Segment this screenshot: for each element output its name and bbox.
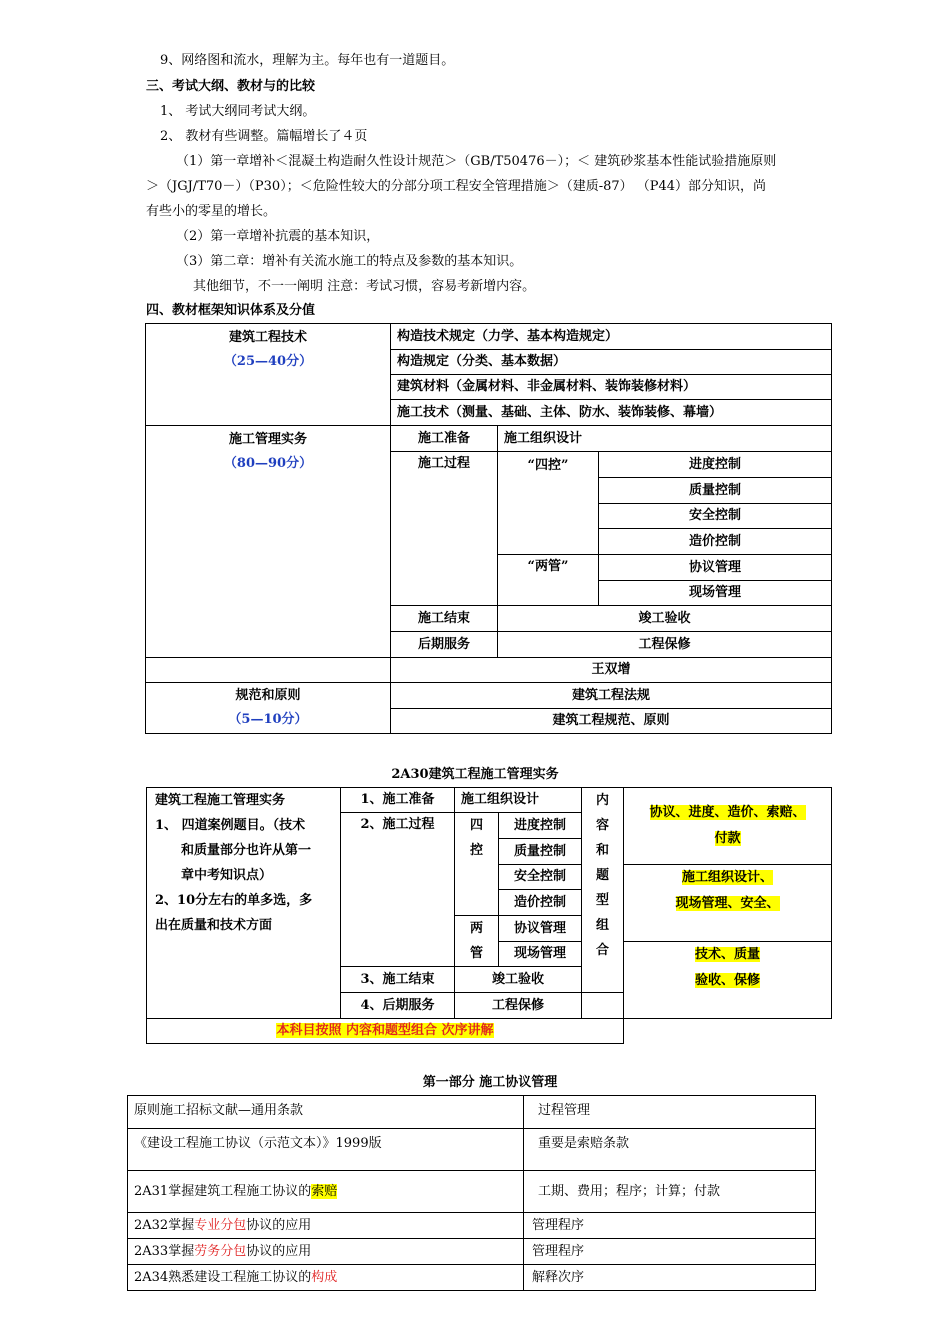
vertical-label-cell	[582, 788, 624, 993]
group-1-line: 付款	[714, 831, 741, 846]
practice-left-line: 出在质量和技术方面	[155, 918, 273, 933]
practice-footer-text: 本科目按照 内容和题型组合 次序讲解	[276, 1023, 494, 1038]
tech-cell	[146, 324, 391, 426]
tech-row: 建筑材料（金属材料、非金属材料、装饰装修材料）	[391, 375, 832, 400]
vertical-char: 管	[469, 946, 483, 961]
intro-item-9: 9、网络图和流水，理解为主。每年也有一道题目。	[160, 53, 455, 68]
group-2-line: 现场管理、安全、	[675, 896, 780, 911]
group-2-cell	[624, 865, 832, 942]
red-term: 劳务分包	[194, 1243, 247, 1259]
section-4-title: 四、教材框架知识体系及分值	[146, 303, 316, 318]
norm-score: （5—10分）	[228, 712, 308, 727]
norm-title: 规范和原则	[235, 688, 301, 703]
group-3-cell	[624, 942, 832, 1019]
stage-3-label: 3、施工结束	[341, 967, 455, 993]
stage-3-value: 竣工验收	[455, 967, 582, 993]
contract-row-text: 2A31掌握建筑工程施工协议的	[134, 1183, 312, 1199]
vertical-char: 控	[469, 843, 483, 858]
contract-row-left: 《建设工程施工协议（示范文本）》1999版	[128, 1129, 524, 1171]
group-3-line: 技术、质量	[695, 947, 761, 962]
contract-row-left	[128, 1265, 524, 1291]
red-term: 专业分包	[194, 1217, 247, 1233]
norm-row: 建筑工程法规	[391, 683, 832, 709]
vertical-char: 容	[596, 818, 610, 833]
contract-row-text: 协议的应用	[246, 1217, 312, 1233]
four-control-item: 造价控制	[599, 529, 832, 555]
two-management-item: 现场管理	[499, 942, 582, 967]
practice-footer	[147, 1019, 624, 1044]
mgmt-score: （80—90分）	[223, 456, 313, 471]
claim-highlight: 索赔	[311, 1183, 338, 1199]
section-3-title: 三、考试大纲、教材与的比较	[146, 79, 316, 94]
contract-row-right: 过程管理	[524, 1096, 816, 1129]
contract-table	[127, 1095, 816, 1291]
service-value: 工程保修	[498, 632, 832, 658]
vertical-char: 两	[469, 921, 483, 936]
vertical-char: 型	[596, 893, 610, 908]
table2-caption: 2A30建筑工程施工管理实务	[391, 767, 559, 782]
author-name: 王双增	[391, 658, 832, 683]
contract-row-left	[128, 1239, 524, 1265]
four-control-item: 质量控制	[599, 478, 832, 504]
two-management-vertical	[455, 916, 499, 967]
contract-row-right: 解释次序	[524, 1265, 816, 1291]
four-control-item: 进度控制	[599, 452, 832, 478]
contract-row-right: 重要是索赔条款	[524, 1129, 816, 1171]
contract-row-left	[128, 1213, 524, 1239]
norm-cell	[146, 683, 391, 734]
framework-table	[145, 323, 832, 734]
practice-left-cell	[147, 788, 341, 1019]
practice-table	[146, 787, 832, 1044]
practice-left-line: 和质量部分也许从第一	[181, 843, 312, 858]
red-term: 构成	[311, 1269, 338, 1285]
contract-row-left	[128, 1171, 524, 1213]
intro-paragraph-1c: 有些小的零星的增长。	[146, 204, 277, 219]
stage-1-value: 施工组织设计	[455, 788, 582, 813]
contract-row-left: 原则施工招标文献—通用条款	[128, 1096, 524, 1129]
vertical-char: 题	[596, 868, 610, 883]
practice-left-line: 1、 四道案例题目。（技术	[155, 818, 306, 833]
four-control-vertical	[455, 813, 499, 916]
four-control-item: 造价控制	[499, 890, 582, 916]
prep-label: 施工准备	[391, 426, 498, 452]
tech-row: 施工技术（测量、基础、主体、防水、装饰装修、幕墙）	[391, 400, 832, 426]
group-3-line: 验收、保修	[695, 973, 761, 988]
four-control-item: 安全控制	[599, 504, 832, 529]
mgmt-spacer	[146, 658, 391, 683]
four-control-item: 安全控制	[499, 865, 582, 890]
contract-row-right: 管理程序	[524, 1239, 816, 1265]
prep-value: 施工组织设计	[498, 426, 832, 452]
vertical-char: 组	[596, 918, 610, 933]
two-management-item: 协议管理	[599, 555, 832, 581]
group-1-cell	[624, 788, 832, 865]
four-control-item: 进度控制	[499, 813, 582, 839]
contract-row-text: 2A33掌握	[134, 1243, 195, 1259]
contract-row-right: 管理程序	[524, 1213, 816, 1239]
stage-1-label: 1、施工准备	[341, 788, 455, 813]
stage-4-value: 工程保修	[455, 993, 582, 1019]
vertical-char: 内	[596, 793, 610, 808]
intro-paragraph-2: （2）第一章增补抗震的基本知识，	[176, 229, 380, 244]
intro-paragraph-1a: （1）第一章增补＜混凝土构造耐久性设计规范＞（GB/T50476－）；＜ 建筑砂浆基本性能试验措施原则	[176, 154, 777, 169]
group-2-line: 施工组织设计、	[682, 870, 774, 885]
tech-row: 构造规定（分类、基本数据）	[391, 350, 832, 375]
tech-title: 建筑工程技术	[228, 330, 307, 345]
end-value: 竣工验收	[498, 606, 832, 632]
intro-item-2: 2、 教材有些调整。篇幅增长了４页	[160, 129, 368, 144]
norm-row: 建筑工程规范、原则	[391, 709, 832, 734]
tech-row: 构造技术规定（力学、基本构造规定）	[391, 324, 832, 350]
group-1-line: 协议、进度、造价、索赔、	[649, 805, 806, 820]
intro-item-1: 1、 考试大纲同考试大纲。	[160, 104, 316, 119]
vertical-char: 和	[596, 843, 610, 858]
service-label: 后期服务	[391, 632, 498, 658]
mgmt-title: 施工管理实务	[228, 432, 307, 447]
intro-paragraph-4: 其他细节，不一一阐明 注意：考试习惯，容易考新增内容。	[193, 279, 536, 294]
stage-4-label: 4、后期服务	[341, 993, 455, 1019]
practice-left-line: 2、10分左右的单多选，多	[155, 893, 313, 908]
four-control-item: 质量控制	[499, 839, 582, 865]
contract-row-text: 2A34熟悉建设工程施工协议的	[134, 1269, 312, 1285]
mgmt-cell	[146, 426, 391, 658]
intro-paragraph-1b: ＞（JGJ/T70－）（P30）；＜危险性较大的分部分项工程安全管理措施＞（建质-87） （P44）部分知识，尚	[146, 179, 767, 194]
stage-2-label: 2、施工过程	[341, 813, 455, 967]
contract-row-right: 工期、费用；程序；计算；付款	[524, 1171, 816, 1213]
two-management-item: 协议管理	[499, 916, 582, 942]
table3-caption: 第一部分 施工协议管理	[422, 1075, 558, 1090]
vertical-char: 四	[469, 818, 483, 833]
vertical-spacer	[582, 993, 624, 1019]
intro-paragraph-3: （3）第二章：增补有关流水施工的特点及参数的基本知识。	[176, 254, 523, 269]
vertical-char: 合	[596, 943, 610, 958]
practice-left-line: 章中考知识点）	[181, 868, 273, 883]
contract-row-text: 2A32掌握	[134, 1217, 195, 1233]
process-label: 施工过程	[391, 452, 498, 606]
practice-left-title: 建筑工程施工管理实务	[155, 793, 286, 808]
four-control-label: “四控”	[498, 452, 599, 555]
contract-row-text: 协议的应用	[246, 1243, 312, 1259]
two-management-item: 现场管理	[599, 581, 832, 606]
tech-score: （25—40分）	[223, 354, 313, 369]
end-label: 施工结束	[391, 606, 498, 632]
two-management-label: “两管”	[498, 555, 599, 606]
